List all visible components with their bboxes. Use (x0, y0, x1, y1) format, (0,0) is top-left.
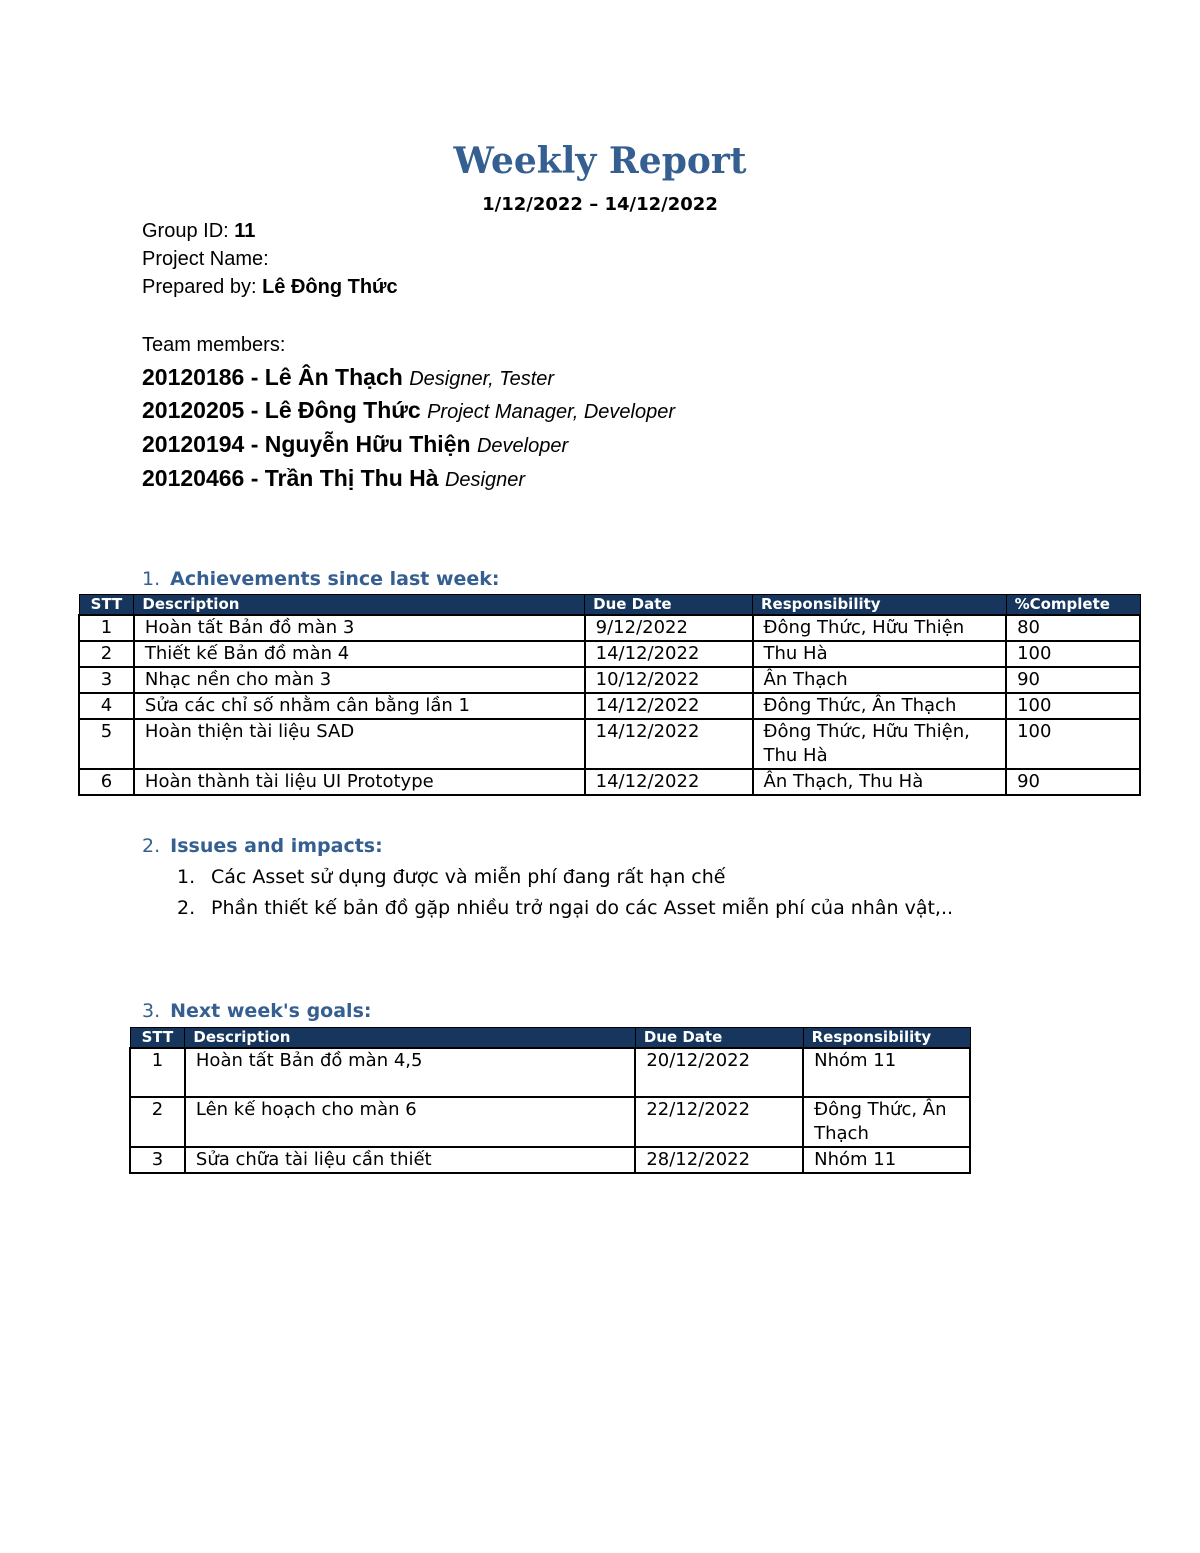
project-name-label: Project Name: (142, 248, 269, 270)
team-members-label: Team members: (142, 334, 286, 356)
table-cell: 100 (1006, 719, 1140, 769)
member-role: Project Manager, Developer (427, 401, 676, 423)
table-cell: 90 (1006, 769, 1140, 795)
group-id-value: 11 (234, 220, 256, 242)
column-header: Description (185, 1028, 635, 1049)
table-cell: 100 (1006, 693, 1140, 719)
table-header-row (79, 595, 1140, 616)
table-row (79, 615, 1140, 641)
report-title: Weekly Report (453, 140, 747, 182)
section-title: Next week's goals: (170, 1000, 372, 1022)
table-cell: 5 (79, 719, 134, 769)
section-number: 2. (142, 835, 161, 857)
table-cell: 3 (130, 1147, 185, 1173)
member-role: Developer (476, 435, 569, 457)
table-row (79, 719, 1140, 769)
table-cell: 2 (130, 1097, 185, 1147)
table-cell: 3 (79, 667, 134, 693)
table-cell: Đông Thức, Ân Thạch (803, 1097, 970, 1147)
section-title: Issues and impacts: (170, 835, 383, 857)
column-header: %Complete (1006, 595, 1140, 616)
table-cell: 1 (79, 615, 134, 641)
table-cell: Thu Hà (753, 641, 1007, 667)
section-heading-achievements (142, 568, 500, 590)
table-row (130, 1048, 970, 1097)
column-header: Responsibility (803, 1028, 970, 1049)
table-cell: 28/12/2022 (635, 1147, 803, 1173)
table-row (79, 667, 1140, 693)
team-member (142, 397, 675, 424)
date-range: 1/12/2022 – 14/12/2022 (482, 194, 718, 215)
table-cell: 100 (1006, 641, 1140, 667)
table-cell: 20/12/2022 (635, 1048, 803, 1097)
table-cell: Hoàn thành tài liệu UI Prototype (134, 769, 585, 795)
table-row (130, 1097, 970, 1147)
table-cell: 4 (79, 693, 134, 719)
table-cell: Nhóm 11 (803, 1147, 970, 1173)
table-cell: 90 (1006, 667, 1140, 693)
prepared-by-label: Prepared by: (142, 276, 257, 298)
table-cell: Lên kế hoạch cho màn 6 (185, 1097, 635, 1147)
column-header: STT (79, 595, 134, 616)
table-row (79, 641, 1140, 667)
issue-text: Các Asset sử dụng được và miễn phí đang rất hạn chế (211, 866, 726, 888)
table-cell: Thiết kế Bản đồ màn 4 (134, 641, 585, 667)
table-cell: Nhóm 11 (803, 1048, 970, 1097)
prepared-by-value: Lê Đông Thức (262, 276, 398, 298)
achievements-table (78, 594, 1141, 796)
section-heading-next-goals (142, 1000, 371, 1022)
table-cell: 14/12/2022 (585, 641, 753, 667)
section-heading-issues (142, 835, 383, 857)
prepared-by-line (142, 276, 398, 299)
table-cell: Ân Thạch (753, 667, 1007, 693)
table-cell: Sửa các chỉ số nhằm cân bằng lần 1 (134, 693, 585, 719)
member-role: Designer (444, 469, 525, 491)
table-cell: 22/12/2022 (635, 1097, 803, 1147)
member-id-name: 20120186 - Lê Ân Thạch (142, 364, 403, 390)
table-cell: Đông Thức, Hữu Thiện, Thu Hà (753, 719, 1007, 769)
table-row (79, 693, 1140, 719)
section-number: 3. (142, 1000, 161, 1022)
table-cell: Sửa chữa tài liệu cần thiết (185, 1147, 635, 1173)
group-id-label: Group ID: (142, 220, 229, 242)
group-id-line (142, 220, 255, 243)
table-cell: 6 (79, 769, 134, 795)
table-cell: 2 (79, 641, 134, 667)
team-member (142, 465, 525, 492)
table-cell: 10/12/2022 (585, 667, 753, 693)
column-header: STT (130, 1028, 185, 1049)
table-cell: Hoàn thiện tài liệu SAD (134, 719, 585, 769)
member-id-name: 20120205 - Lê Đông Thức (142, 397, 421, 423)
table-cell: 9/12/2022 (585, 615, 753, 641)
section-title: Achievements since last week: (170, 568, 500, 590)
table-cell: Đông Thức, Ân Thạch (753, 693, 1007, 719)
table-cell: Hoàn tất Bản đồ màn 3 (134, 615, 585, 641)
member-id-name: 20120194 - Nguyễn Hữu Thiện (142, 431, 471, 457)
table-cell: 80 (1006, 615, 1140, 641)
table-row (130, 1147, 970, 1173)
issue-text: Phần thiết kế bản đồ gặp nhiều trở ngại do các Asset miễn phí của nhân vật,.. (211, 897, 954, 919)
column-header: Due Date (585, 595, 753, 616)
column-header: Description (134, 595, 585, 616)
table-cell: Nhạc nền cho màn 3 (134, 667, 585, 693)
table-cell: Ân Thạch, Thu Hà (753, 769, 1007, 795)
table-cell: 1 (130, 1048, 185, 1097)
table-cell: Đông Thức, Hữu Thiện (753, 615, 1007, 641)
column-header: Responsibility (753, 595, 1007, 616)
table-header-row (130, 1028, 970, 1049)
team-member (142, 364, 554, 391)
member-id-name: 20120466 - Trần Thị Thu Hà (142, 465, 439, 491)
section-number: 1. (142, 568, 161, 590)
member-role: Designer, Tester (409, 368, 555, 390)
column-header: Due Date (635, 1028, 803, 1049)
table-cell: 14/12/2022 (585, 719, 753, 769)
next-goals-table (129, 1027, 971, 1174)
issue-number: 2. (177, 897, 196, 919)
project-name-line (142, 248, 269, 271)
table-cell: Hoàn tất Bản đồ màn 4,5 (185, 1048, 635, 1097)
issue-number: 1. (177, 866, 196, 888)
table-cell: 14/12/2022 (585, 693, 753, 719)
team-member (142, 431, 568, 458)
table-cell: 14/12/2022 (585, 769, 753, 795)
table-row (79, 769, 1140, 795)
